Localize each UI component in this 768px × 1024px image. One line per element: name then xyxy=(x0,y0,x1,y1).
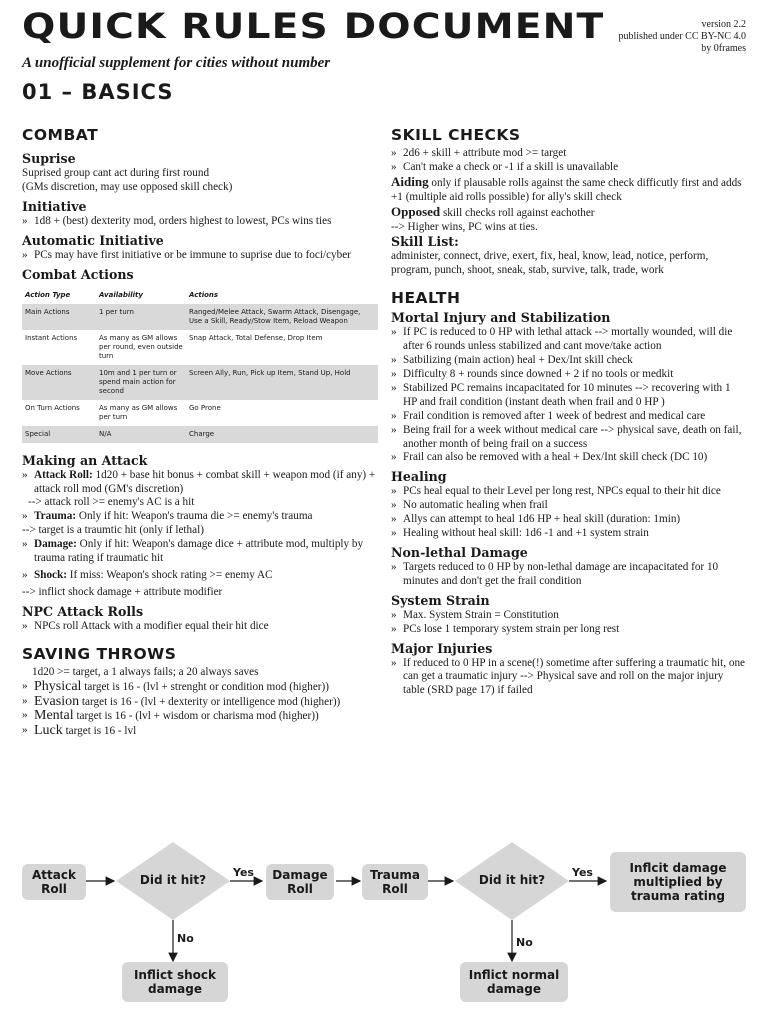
trauma-text: Only if hit: Weapon's trauma die >= enemy's trauma xyxy=(76,510,313,523)
healing-item: » No automatic healing when frail xyxy=(391,499,747,513)
table-cell: Special xyxy=(22,426,96,443)
mortal-injury-title: Mortal Injury and Stabilization xyxy=(391,310,611,326)
surprise-title: Suprise xyxy=(22,151,76,166)
attack-roll-text: 1d20 + base hit bonus + combat skill + weapon mod (if any) + attack roll mod (GM's discretion) xyxy=(34,468,376,495)
mortal-item: » Stabilized PC remains incapacitated for 10 minutes --> recovering with 1 HP and frail condition (instant death when frail and 0 HP ) xyxy=(391,382,747,410)
no-label-2: No xyxy=(516,936,533,949)
table-cell: Screen Ally, Run, Pick up Item, Stand Up, Hold xyxy=(186,365,378,400)
attack-roll-label: Attack Roll: xyxy=(34,468,93,481)
mortal-item: » If PC is reduced to 0 HP with lethal attack --> mortally wounded, will die after 6 rounds unless stabilized and cant move/take action xyxy=(391,326,747,354)
save-luck-text: target is 16 - lvl xyxy=(62,725,137,738)
table-cell: Charge xyxy=(186,426,378,443)
table-header: Availability xyxy=(99,290,143,299)
non-lethal-title: Non-lethal Damage xyxy=(391,544,528,560)
document-subtitle: A unofficial supplement for cities without number xyxy=(22,55,331,71)
skill-list: administer, connect, drive, exert, fix, heal, know, lead, notice, perform, program, punch, shoot, sneak, stab, survive, talk, trade, work xyxy=(391,250,709,277)
hit-question-2: Did it hit? xyxy=(478,873,546,887)
license-text: published under CC BY-NC 4.0 xyxy=(618,31,746,42)
table-cell: N/A xyxy=(96,426,186,443)
mortal-item: » Being frail for a week without medical care --> physical save, death on fail, another month of being frail on a success xyxy=(391,424,747,452)
trauma-roll-box: Trauma Roll xyxy=(362,864,428,900)
non-lethal-item: » Targets reduced to 0 HP by non-lethal damage are incapacitated for 10 minutes and don't get the frail condition xyxy=(391,561,747,589)
table-cell: As many as GM allows per turn xyxy=(99,403,178,421)
trauma-result: --> target is a traumtic hit (only if lethal) xyxy=(22,524,204,537)
save-evasion-label: Evasion xyxy=(34,693,80,709)
table-cell: 1 per turn xyxy=(96,304,186,330)
save-luck-label: Luck xyxy=(34,723,63,739)
table-header: Actions xyxy=(189,290,219,299)
shock-result: --> inflict shock damage + attribute modifier xyxy=(22,585,223,598)
auto-initiative-item: » PCs may have first initiative or be immune to suprise due to foci/cyber xyxy=(22,249,380,263)
attack-roll-result: --> attack roll >= enemy's AC is a hit xyxy=(28,496,195,509)
major-injuries-title: Major Injuries xyxy=(391,640,493,656)
damage-label: Damage: xyxy=(34,538,77,551)
saving-throws-heading: SAVING THROWS xyxy=(22,644,177,663)
chapter-heading: 01 – BASICS xyxy=(22,80,174,104)
initiative-item: » 1d8 + (best) dexterity mod, orders highest to lowest, PCs wins ties xyxy=(22,215,380,229)
major-injury-item: » If reduced to 0 HP in a scene(!) sometime after suffering a traumatic hit, one can get a traumatic injury --> Physical save and roll on the major injury table (SRD page 17) if failed xyxy=(391,657,747,699)
damage-roll-box: Damage Roll xyxy=(266,864,334,900)
mortal-item: » Difficulty 8 + rounds since downed + 2 if no tools or medkit xyxy=(391,368,747,382)
system-strain-title: System Strain xyxy=(391,592,490,608)
yes-label-2: Yes xyxy=(572,866,593,879)
healing-title: Healing xyxy=(391,469,447,485)
mortal-item: » Frail condition is removed after 1 week of bedrest and medical care xyxy=(391,410,747,424)
healing-item: » PCs heal equal to their Level per long rest, NPCs equal to their hit dice xyxy=(391,485,747,499)
skill-checks-heading: SKILL CHECKS xyxy=(391,126,521,144)
table-cell: Instant Actions xyxy=(25,333,78,342)
strain-item: » PCs lose 1 temporary system strain per long rest xyxy=(391,623,747,637)
health-heading: HEALTH xyxy=(391,289,461,308)
save-mental-label: Mental xyxy=(34,708,74,724)
author-text: by 0frames xyxy=(701,43,746,54)
save-physical-label: Physical xyxy=(34,678,82,694)
healing-item: » Healing without heal skill: 1d6 -1 and +1 system strain xyxy=(391,527,747,541)
save-evasion-text: target is 16 - (lvl + dexterity or intelligence mod (higher)) xyxy=(79,695,341,708)
surprise-line-2: (GMs discretion, may use opposed skill check) xyxy=(22,180,233,193)
yes-label-1: Yes xyxy=(233,866,254,879)
surprise-line-1: Suprised group cant act during first round xyxy=(22,167,210,179)
opposed-label: Opposed xyxy=(391,203,441,219)
inflict-multiplied-box: Inflcit damage multiplied by trauma rating xyxy=(610,852,746,912)
table-cell: 10m and 1 per turn or spend main action for second xyxy=(96,365,186,400)
table-cell: Snap Attack, Total Defense, Drop Item xyxy=(189,333,323,342)
aiding-label: Aiding xyxy=(391,173,429,189)
making-attack-title: Making an Attack xyxy=(22,452,148,468)
auto-initiative-title: Automatic Initiative xyxy=(22,232,164,248)
skill-list-title: Skill List: xyxy=(391,234,459,250)
hit-question-1: Did it hit? xyxy=(139,873,207,887)
aiding-text: only if plausable rolls against the same check difficutly first and adds +1 (multiple aid rolls possible) for ally's skill check xyxy=(391,176,742,203)
combat-actions-title: Combat Actions xyxy=(22,266,134,282)
table-cell: Main Actions xyxy=(22,304,96,330)
skill-item: » 2d6 + skill + attribute mod >= target xyxy=(391,147,747,161)
trauma-label: Trauma: xyxy=(34,510,77,523)
attack-roll-box: Attack Roll xyxy=(22,864,86,900)
mortal-item: » Frail can also be removed with a heal + Dex/Int skill check (DC 10) xyxy=(391,451,747,465)
document-title: QUICK RULES DOCUMENT xyxy=(22,7,605,47)
damage-text: Only if hit: Weapon's damage dice + attribute mod, multiply by trauma rating if traumatic hit xyxy=(34,538,364,565)
table-header: Action Type xyxy=(25,290,71,299)
no-label-1: No xyxy=(177,932,194,945)
shock-text: If miss: Weapon's shock rating >= enemy AC xyxy=(66,568,273,581)
table-cell: Ranged/Melee Attack, Swarm Attack, Disengage, Use a Skill, Ready/Stow Item, Reload Weapon xyxy=(186,304,378,330)
opposed-text: skill checks roll against eachother xyxy=(440,206,595,219)
healing-item: » Allys can attempt to heal 1d6 HP + heal skill (duration: 1min) xyxy=(391,513,747,527)
strain-item: » Max. System Strain = Constitution xyxy=(391,609,747,623)
npc-attack-item: » NPCs roll Attack with a modifier equal their hit dice xyxy=(22,620,380,634)
initiative-title: Initiative xyxy=(22,198,87,214)
table-cell: As many as GM allows per round, even outside turn xyxy=(99,333,183,360)
opposed-result: --> Higher wins, PC wins at ties. xyxy=(391,220,538,233)
table-cell: Move Actions xyxy=(22,365,96,400)
mortal-item: » Satbilizing (main action) heal + Dex/Int skill check xyxy=(391,354,747,368)
version-text: version 2.2 xyxy=(701,19,746,30)
table-cell: On Turn Actions xyxy=(25,403,80,412)
save-physical-text: target is 16 - (lvl + strenght or condition mod (higher)) xyxy=(81,680,329,693)
npc-attack-title: NPC Attack Rolls xyxy=(22,603,144,619)
save-mental-text: target is 16 - (lvl + wisdom or charisma mod (higher)) xyxy=(73,710,319,723)
combat-heading: COMBAT xyxy=(22,126,99,144)
skill-item: » Can't make a check or -1 if a skill is unavailable xyxy=(391,161,747,175)
shock-label: Shock: xyxy=(34,568,67,581)
inflict-normal-box: Inflict normal damage xyxy=(460,962,568,1002)
table-cell: Go Prone xyxy=(189,403,221,412)
inflict-shock-box: Inflict shock damage xyxy=(122,962,228,1002)
saving-intro: 1d20 >= target, a 1 always fails; a 20 always saves xyxy=(32,665,259,678)
